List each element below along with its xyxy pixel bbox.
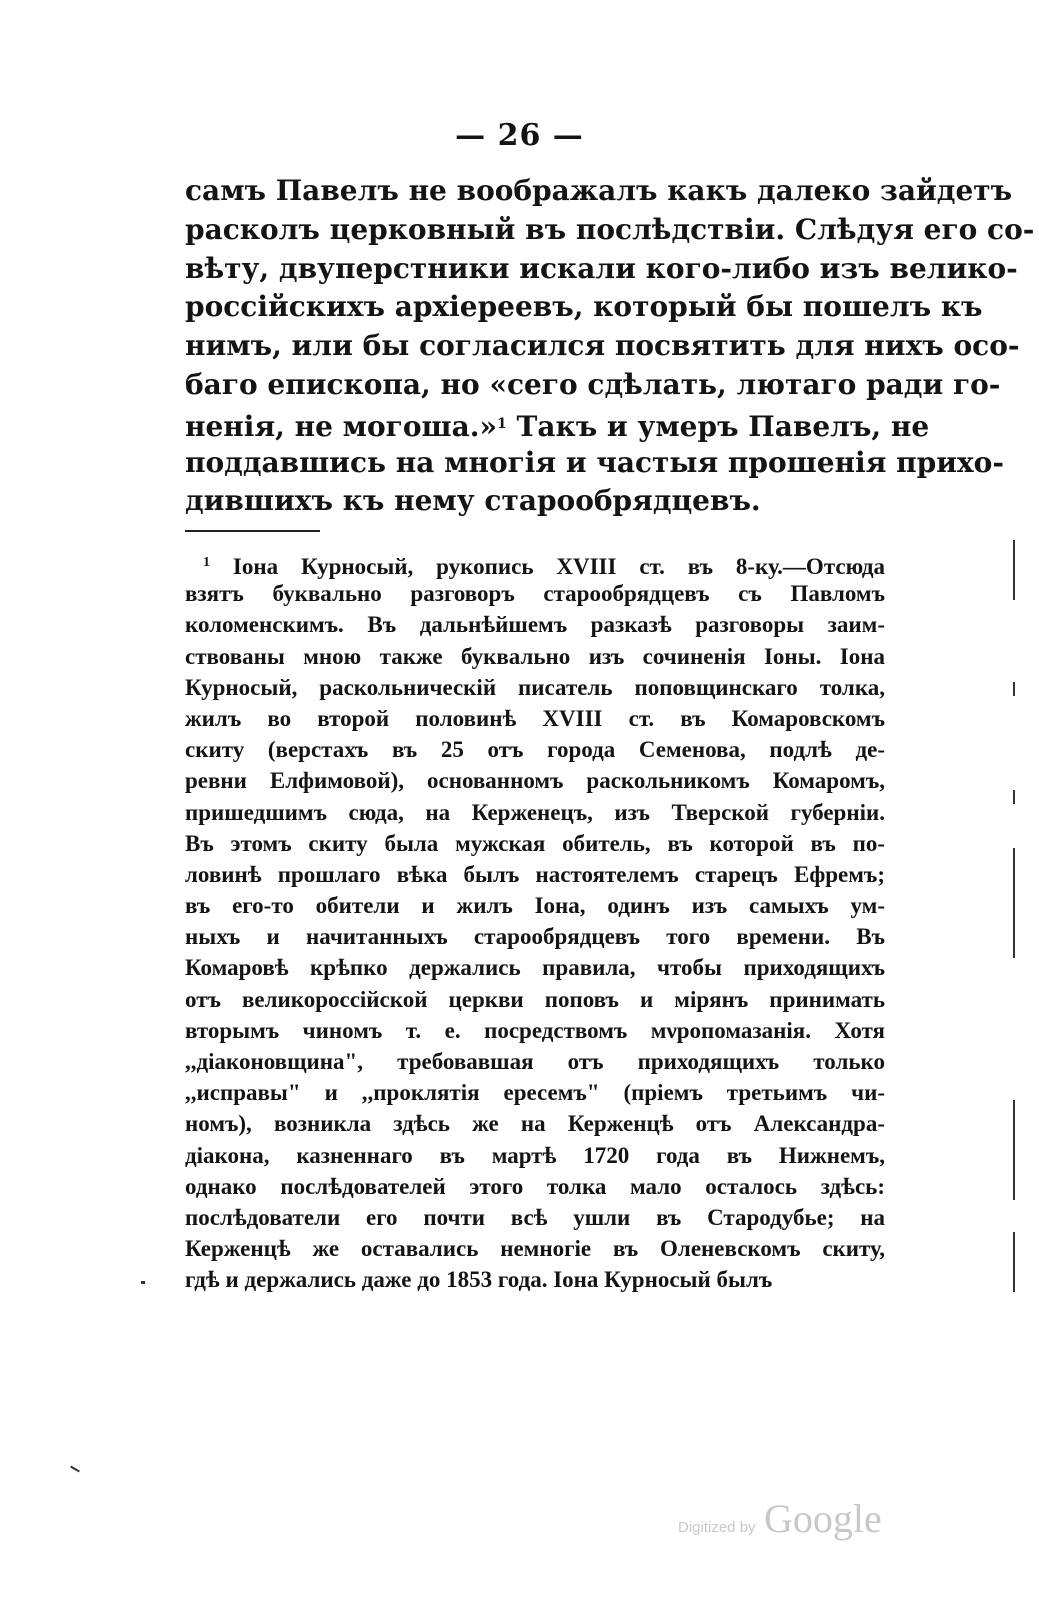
scan-mark [1013, 682, 1015, 696]
footnote-line: отъ великороссійской церкви поповъ и мірянъ принимать [185, 986, 885, 1012]
scan-mark [1013, 1232, 1015, 1292]
scan-mark [141, 1281, 145, 1284]
footnote-marker: 1 [203, 555, 210, 570]
footnote-line: скиту (верстахъ въ 25 отъ города Семенова, подлѣ де- [185, 737, 885, 763]
footnote-separator [185, 530, 320, 532]
footnote-line: Въ этомъ скиту была мужская обитель, въ которой въ по- [185, 830, 885, 856]
watermark-prefix: Digitized by [678, 1519, 756, 1536]
footnote-line: Комаровѣ крѣпко держались правила, чтобы приходящихъ [185, 955, 885, 981]
footnote-line: взятъ буквально разговоръ старообрядцевъ съ Павломъ [185, 581, 885, 607]
footnote-line: номъ), возникла здѣсь же на Керженцѣ отъ Александра- [185, 1111, 885, 1137]
scan-mark [1013, 790, 1015, 804]
text-line: расколъ церковный въ послѣдствіи. Слѣдуя его со- [185, 212, 1035, 246]
text-segment: ненія, не могоша.» [185, 409, 497, 443]
footnote-line: въ его-то обители и жилъ Іона, одинъ изъ самыхъ ум- [185, 893, 885, 919]
footnote-reference: 1 [497, 415, 507, 432]
footnote-line: ствованы мною также буквально изъ сочиненія Іоны. Іона [185, 643, 885, 669]
footnote-line: діакона, казненнаго въ мартѣ 1720 года въ Нижнемъ, [185, 1142, 885, 1168]
scan-mark [1013, 848, 1015, 958]
footnote-line: коломенскимъ. Въ дальнѣйшемъ разказѣ разговоры заим- [185, 612, 885, 638]
footnote-line: ревни Елфимовой), основанномъ раскольникомъ Комаромъ, [185, 768, 885, 794]
footnote-line: Курносый, раскольническій писатель поповщинскаго толка, [185, 674, 885, 700]
footnote-line: ныхъ и начитанныхъ старообрядцевъ того времени. Въ [185, 924, 885, 950]
text-line: нимъ, или бы согласился посвятить для нихъ осо- [185, 329, 1020, 363]
footnote-line: ,,діаконовщина", требовавшая отъ приходящихъ только [185, 1049, 885, 1074]
text-line: вѣту, двуперстники искали кого-либо изъ велико- [185, 251, 1018, 285]
footnote-line [185, 547, 885, 578]
footnote-line: послѣдователи его почти всѣ ушли въ Стародубье; на [185, 1204, 885, 1230]
text-line: россійскихъ архіереевъ, который бы пошелъ къ [185, 290, 983, 324]
footnote-line: гдѣ и держались даже до 1853 года. Іона Курносый былъ [185, 1267, 773, 1293]
footnote-line: ,,исправы" и ,,проклятія ересемъ" (пріемъ третьимъ чи- [185, 1080, 885, 1106]
text-line: поддавшись на многія и частыя прошенія прихо- [185, 445, 1004, 479]
footnote-line: Керженцѣ же оставались немногіе въ Оленевскомъ скиту, [185, 1236, 885, 1262]
main-text [185, 172, 1035, 521]
footnote-line: пришедшимъ сюда, на Керженецъ, изъ Тверской губерніи. [185, 799, 885, 825]
page-number: — 26 — [455, 118, 584, 153]
text-line: дившихъ къ нему старообрядцевъ. [185, 484, 761, 518]
footnote-line: однако послѣдователей этого толка мало осталось здѣсь: [185, 1173, 885, 1199]
text-line: самъ Павелъ не воображалъ какъ далеко зайдетъ [185, 174, 1013, 207]
scan-mark [70, 1466, 80, 1473]
footnote-line: ловинѣ прошлаго вѣка былъ настоятелемъ старецъ Ефремъ; [185, 861, 885, 887]
footnote-line: вторымъ чиномъ т. е. посредствомъ мνропомазанія. Хотя [185, 1017, 885, 1043]
text-line-with-footnote-ref [185, 405, 930, 444]
scan-mark [1013, 1100, 1015, 1200]
text-line: баго епископа, но «сего сдѣлать, лютаго ради го- [185, 367, 1001, 401]
text-segment: Такъ и умеръ Павелъ, не [506, 409, 930, 443]
text-segment: Іона Курносый, рукопись XVIII ст. въ 8-ку.—Отсюда [210, 554, 885, 579]
footnote-line: жилъ во второй половинѣ XVIII ст. въ Комаровскомъ [185, 705, 885, 731]
footnote [185, 547, 885, 1296]
google-logo: Google [764, 1496, 882, 1541]
scan-mark [1013, 540, 1015, 600]
digitized-by-google-watermark [678, 1495, 882, 1542]
